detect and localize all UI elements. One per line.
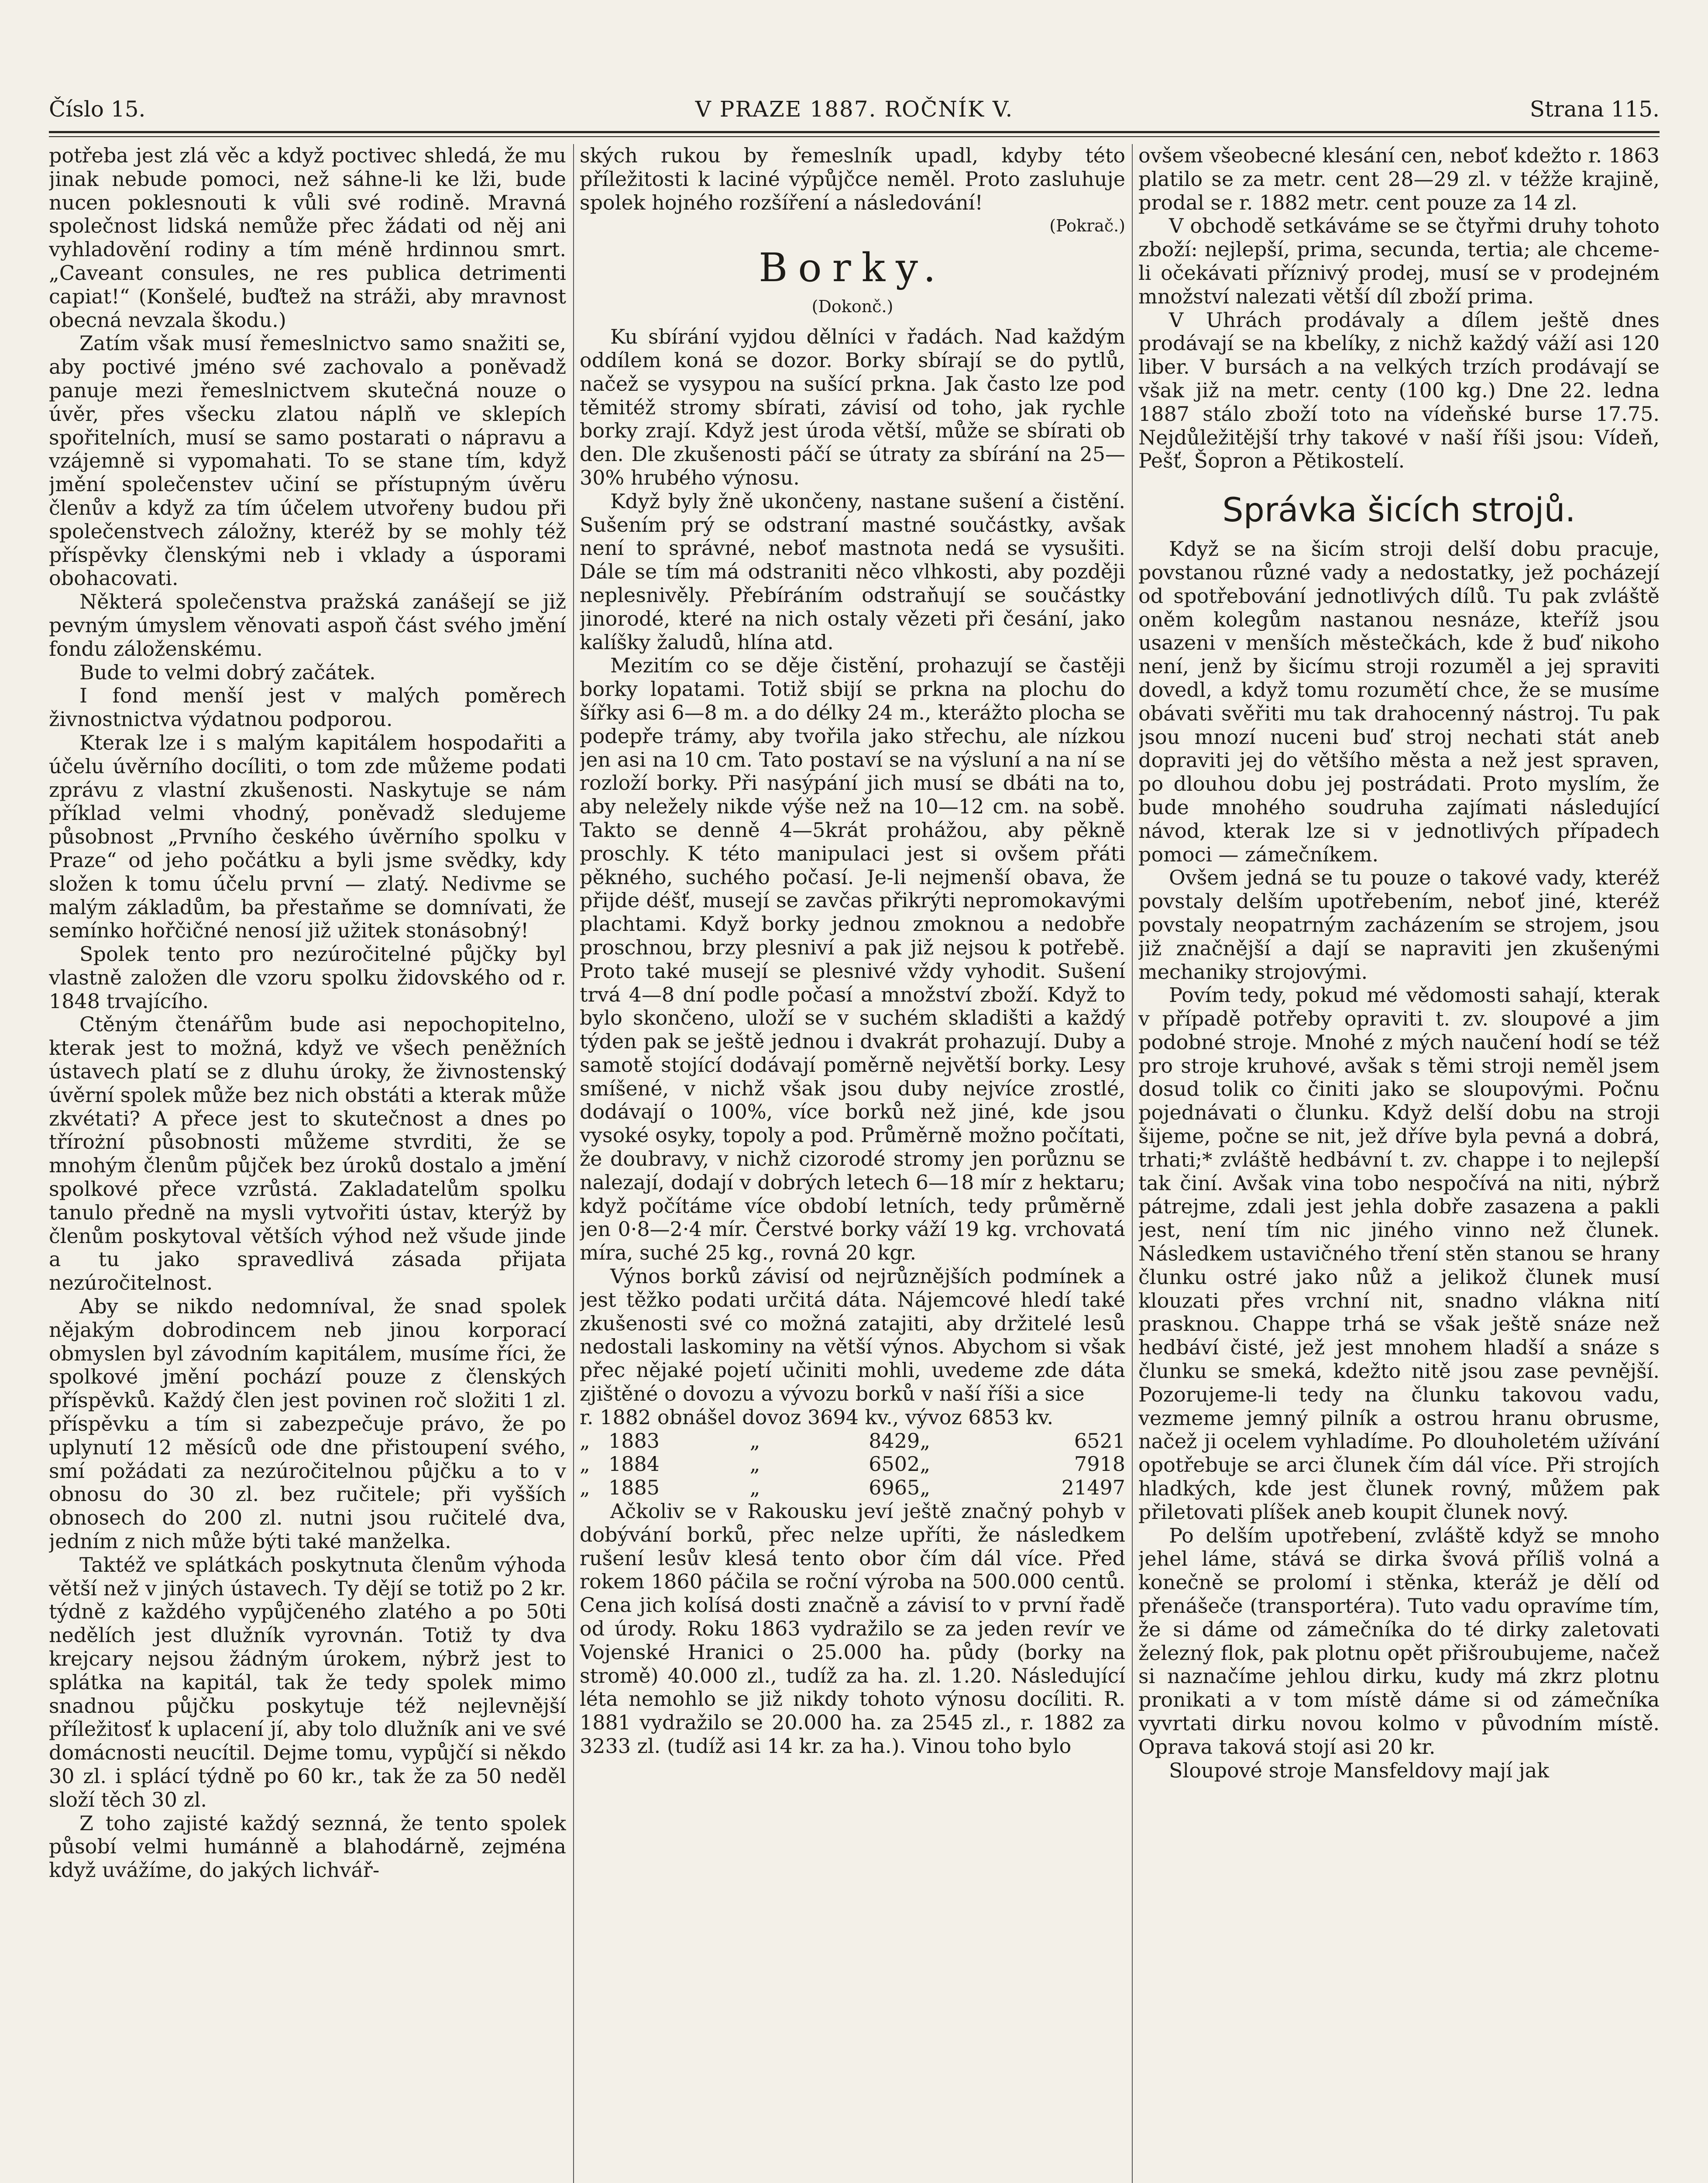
article-title-borky: Borky. — [759, 245, 946, 291]
table-row — [580, 1476, 1125, 1500]
paragraph: Po delším upotřebení, zvláště když se mnoho jehel láme, stává se dirka švová příliš volná a konečně se prolomí i stěnka, kteráž je dělí od přenášeče (transportéra). Tuto vadu opravíme tím, že si dáme od zámečníka do té dirky zaletovati železný flok, pak plotnu opět přišroubujeme, načež si naznačíme jehlou dirku, kudy má zkrz plotnu pronikati a v tom místě dáme si od zámečníka vyvrtati dirku novou kolmo v původním místě. Oprava taková stojí asi 20 kr. — [1138, 1523, 1660, 1759]
table-cell: r. 1882 obnášel dovoz 3694 kv., vývoz 6853 kv. — [580, 1405, 1054, 1429]
paragraph: ských rukou by řemeslník upadl, kdyby této příležitosti k laciné výpůjčce neměl. Proto zasluhuje spolek hojného rozšíření a následování! — [580, 144, 1125, 214]
paragraph: Kterak lze i s malým kapitálem hospodařiti a účelu úvěrního docíliti, o tom zde můžeme podati zprávu z vlastní zkušenosti. Naskytuje se nám příklad velmi vhodný, poněvadž sledujeme působnost „Prvního českého úvěrního spolku v Praze“ od jeho počátku a byli jsme svědky, kdy složen k tomu účelu první — zlatý. Nedivme se malým základům, ba přestaňme se domnívati, že semínko hořčičné nenosí již užitek stonásobný! — [49, 730, 566, 943]
paragraph: Sloupové stroje Mansfeldovy mají jak — [1169, 1758, 1550, 1782]
paragraph: Ctěným čtenářům bude asi nepochopitelno, kterak jest to možná, když ve všech peněžních ústavech platí se z dluhu úroky, že živnostenský úvěrní spolek může bez nich obstáti a kterak může zkvétati? A přece jest to skutečnost a dnes po třírożní působnosti můžeme stvrditi, že se mnohým členům půjček bez úroků dostalo a jmění spolkové přece vzrůstá. Zakladatelům spolku tanulo předně na mysli vytvořiti ústav, kterýž by členům poskytoval větších výhod než všude jinde a tu jako spravedlivá zásada přijata nezúročitelnost. — [49, 1012, 566, 1295]
paragraph: Ovšem jedná se tu pouze o takové vady, kteréž povstaly delším upotřebením, neboť jiné, kteréž povstaly neopatrným zacházením se strojem, jsou již značnější a dají se napraviti jen zkušenými mechaniky strojovými. — [1138, 866, 1660, 984]
paragraph: Bude to velmi dobrý začátek. — [79, 660, 376, 684]
table-cell: 6965 — [869, 1476, 920, 1500]
paragraph: V Uhrách prodávaly a dílem ještě dnes prodávají se na kbelíky, z nichž každý váží asi 120 liber. V bursách a na velkých trzích prodávají se však již na metr. centy (100 kg.) Dne 22. ledna 1887 stálo zboží toto na vídeňské burse 17.75. Nejdůležitější trhy takové v naší říši jsou: Vídeň, Pešť, Šopron a Pětikostelí. — [1138, 308, 1660, 473]
import-export-table — [580, 1406, 1125, 1500]
header-rule-thick — [49, 131, 1660, 133]
paragraph: Taktéž ve splátkách poskytnuta členům výhoda větší než v jiných ústavech. Ty dějí se totiž po 2 kr. týdně z každého vypůjčeného zlatého a po 50ti nedělích jest dlužník vyrovnán. Totiž ty dva krejcary nejsou žádným úrokem, nýbrž jest to splátka na kapitál, tak že tedy spolek mimo snadnou půjčku poskytuje též nejlevnější příležitosť k uplacení jí, aby tolo dlužník ani ve své domácnosti neucítil. Dejme tomu, vypůjčí si někdo 30 zl. i splácí týdně po 60 kr., tak že za 50 neděl složí těch 30 zl. — [49, 1553, 566, 1811]
table-cell: „ — [920, 1452, 931, 1476]
table-cell: 21497 — [1061, 1476, 1125, 1500]
continued-note: (Pokrač.) — [1049, 216, 1125, 236]
paragraph: Ačkoliv se v Rakousku jeví ještě značný pohyb v dobývání borků, přec nelze upříti, že následkem rušení lesův klesá tento obor čím dál více. Před rokem 1860 páčila se roční výroba na 500.000 centů. Cena jich kolísá dosti značně a závisí to v první řadě od úrody. Roku 1863 vydražilo se za jeden revír ve Vojenské Hranici o 25.000 ha. půdy (borky na stromě) 40.000 zl., tudíž za ha. zl. 1.20. Následující léta nemohlo se již nikdy tohoto výnosu docíliti. R. 1881 vydražilo se 20.000 ha. za 2545 zl., r. 1882 za 3233 zl. (tudíž asi 14 kr. za ha.). Vinou toho bylo — [580, 1499, 1125, 1758]
issue-number: Číslo 15. — [49, 96, 146, 122]
page-header — [49, 90, 1660, 129]
paragraph: Povím tedy, pokud mé vědomosti sahají, kterak v případě potřeby opraviti t. zv. sloupové a jim podobné stroje. Mnohé z mých naučení hodí se též pro stroje kruhové, avšak s těmi stroji neměl jsem dosud tolik co činiti jako se sloupovými. Počnu pojednávati o člunku. Když delší dobu na stroji šijeme, počne se nit, jež dříve byla pevná a dobrá, trhati;* zvláště hedbávní t. zv. chappe i to nejlepší tak činí. Avšak vina tobo nespočívá na niti, nýbrž pátrejme, zdali jest jehla dobře zasazena a pakli jest, není tím nic jiného vinno než člunek. Následkem ustavičného tření stěn stanou se hrany člunku ostré jako nůž a jelikož člunek musí klouzati přes vrchní nit, snadno vlákna nití prasknou. Chappe trhá se však ještě snáze než hedbáví čisté, jež jest mnohem hladší a snáze s člunku se smeká, kdežto nitě jsou zase pevnější. Pozorujeme-li tedy na člunku takovou vadu, vezmeme jemný pilník a ostrou hranu obrusme, načež ji ocelem vyhladíme. Po dlouholetém užívání opotřebuje se arci člunek čím dál více. Při strojích hladkých, kde jest člunek rovný, můžem pak přiletovati plíšek aneb koupit člunek nový. — [1138, 983, 1660, 1524]
column-divider — [1132, 144, 1133, 2183]
table-cell: 8429 — [869, 1429, 920, 1453]
table-cell: „ — [749, 1452, 760, 1476]
table-cell: „ — [749, 1476, 760, 1500]
table-cell: 1885 — [608, 1476, 660, 1500]
article-title-sewing-machines: Správka šicích strojů. — [1222, 490, 1576, 530]
conclusion-note: (Dokonč.) — [811, 297, 894, 317]
table-cell: „ — [920, 1476, 931, 1500]
table-row — [580, 1406, 1125, 1429]
paragraph: ovšem všeobecné klesání cen, neboť kdežto r. 1863 platilo se za metr. cent 28—29 zl. v téžže krajině, prodal se r. 1882 metr. cent pouze za 14 zl. — [1138, 144, 1660, 214]
table-row — [580, 1429, 1125, 1453]
paragraph: I fond menší jest v malých poměrech živnostnictva výdatnou podporou. — [49, 684, 566, 731]
paragraph: Z toho zajisté každý seznná, že tento spolek působí velmi humánně a blahodárně, zejména když uvážíme, do jakých lichvář- — [49, 1811, 566, 1882]
table-cell: 1884 — [608, 1452, 660, 1476]
paragraph: potřeba jest zlá věc a když poctivec shledá, že mu jinak nebude pomoci, než sáhne-li ke lži, bude nucen poklesnouti k vůli své rodině. Mravná společnost lidská nemůže přec žádati od něj ani vyhladovění rodiny a tím méně hrdinnou smrt. „Caveant consules, ne res publica detrimenti capiat!“ (Konšelé, buďtež na stráži, aby mravnost obecná nevzala škodu.) — [49, 144, 566, 332]
table-cell: 6521 — [1074, 1429, 1125, 1453]
paragraph: Výnos borků závisí od nejrůznějších podmínek a jest těžko podati určitá dáta. Nájemcové hledí také zkušenosti své co možná zatajiti, aby držitelé lesů nedostali laskominy na větší výnos. Abychom si však přec nějaké pojetí učiniti mohli, uvedeme zde dáta zjištěné o dovozu a vývozu borků v naší říši a sice — [580, 1264, 1125, 1406]
paragraph: Spolek tento pro nezúročitelné půjčky byl vlastně založen dle vzoru spolku židovského od r. 1848 trvajícího. — [49, 942, 566, 1013]
table-cell: „ — [580, 1429, 590, 1453]
table-cell: „ — [920, 1429, 931, 1453]
paragraph: Některá společenstva pražská zanášejí se již pevným úmyslem věnovati aspoň část svého jmění fondu záloženskému. — [49, 590, 566, 661]
table-cell: 1883 — [608, 1429, 660, 1453]
column-1 — [49, 144, 566, 2183]
paragraph: Aby se nikdo nedomníval, že snad spolek nějakým dobrodincem neb jinou korporací obmyslen byl závodním kapitálem, musíme říci, že spolkové jmění pochází pouze z členských příspěvků. Každý člen jest povinen roč složiti 1 zl. příspěvku a tím si zabezpečuje právo, že po uplynutí 12 měsíců ode dne přistoupení svého, smí požádati za nezúročitelnou půjčku a to v obnosu do 30 zl. bez ručitele; při vyšších obnosech do 200 zl. nutni jsou ručitelé dva, jedním z nich může býti také manželka. — [49, 1295, 566, 1553]
paragraph: Když byly žně ukončeny, nastane sušení a čistění. Sušením prý se odstraní mastné součástky, avšak není to správné, neboť mastnota nedá se vysušiti. Dále se tím má odstraniti něco vlhkosti, aby později neplesnivěly. Přebíráním odstraňují se součástky jinorodé, které na nich ostaly vězeti při česání, jako kalíšky žaludů, hlína atd. — [580, 489, 1125, 654]
paragraph: Ku sbírání vyjdou dělníci v řadách. Nad každým oddílem koná se dozor. Borky sbírají se do pytlů, načež se vysypou na sušící prkna. Jak často lze pod těmitéž stromy sbírati, závisí od toho, jak rychle borky zrají. Když jest úroda větší, může se sbírati ob den. Dle zkušenosti páčí se útraty za sbírání na 25—30% hrubého výnosu. — [580, 325, 1125, 489]
paragraph: Zatím však musí řemeslnictvo samo snažiti se, aby poctivé jméno své zachovalo a poněvadž panuje mezi řemeslnictvem skutečná nouze o úvěr, přes všecku zlatou náplň ve sklepích spořitelních, musí se samo postarati o nápravu a vzájemně si vypomahati. To se stane tím, když jmění společenstev učiní se přístupným úvěru členův a když za tím účelem utvořeny budou při společenstvech záložny, kteréž by se mohly též příspěvky členskými neb i vklady a úsporami obohacovati. — [49, 331, 566, 590]
table-cell: 6502 — [869, 1452, 920, 1476]
table-cell: „ — [580, 1452, 590, 1476]
table-cell: „ — [580, 1476, 590, 1500]
table-cell: „ — [749, 1429, 760, 1453]
table-row — [580, 1453, 1125, 1476]
column-2 — [580, 144, 1125, 2183]
paragraph: Mezitím co se děje čistění, prohazují se častěji borky lopatami. Totiž sbijí se prkna na plochu do šířky asi 6—8 m. a do délky 24 m., kterážto plocha se podepře trámy, aby tvořila jako střechu, ale nízkou jen asi na 10 cm. Tato postaví se na výsluní a na ní se rozloží borky. Při nasýpání jich musí se dbáti na to, aby neležely nikde výše než na 10—12 cm. na sobě. Takto se denně 4—5krát prohážou, aby pěkně proschly. K této manipulaci jest si ovšem přáti pěkného, suchého počasí. Je-li nejmenší obava, že přijde déšť, musejí se zavčas přikrýti nepromokavými plachtami. Když borky jednou zmoknou a nedobře proschnou, brzy plesniví a pak již nejsou k potřebě. Proto také musejí se plesnivé vždy vyhodit. Sušení trvá 4—8 dní podle počasí a množství zboží. Když to bylo skončeno, uloží se v suchém skladišti a každý týden pak se ještě jednou i dvakrát prohazují. Duby a samotě stojící dodávají poměrně největší borky. Lesy smíšené, v nichž však jsou duby nejvíce zrostlé, dodávají o 100%, více borků než jiné, kde jsou vysoké osyky, topoly a pod. Průměrně možno počítati, že doubravy, v nichž cizorodé stromy jen porůznu se nalezají, dodají v dobrých letech 6—18 mír z hektaru; když počítáme více období letních, tedy průměrně jen 0·8—2·4 mír. Čerstvé borky váží 19 kg. vrchovatá míra, suché 25 kg., rovná 20 kgr. — [580, 654, 1125, 1265]
paragraph: Když se na šicím stroji delší dobu pracuje, povstanou různé vady a nedostatky, jež pocházejí od spotřebování jednotlivých dílů. Tu pak zvláště oněm kolegům nastanou nesnáze, kteříž jsou usazeni v menších městečkách, kde ž buď nikoho není, jenž by šicímu stroji rozuměl a jej spraviti dovedl, a když tomu rozumětí chce, že se musíme obávati svěřiti mu tak drahocenný nástroj. Tu pak jsou mnozí nuceni buď stroj nechati stát aneb dopraviti jej do většího města a než jest spraven, po dlouhou dobu jej postrádati. Proto myslím, že bude mnohého soudruha zajímati následující návod, kterak lze si v jednotlivých případech pomoci — zámečníkem. — [1138, 537, 1660, 866]
table-cell: 7918 — [1074, 1452, 1125, 1476]
paragraph: V obchodě setkáváme se se čtyřmi druhy tohoto zboží: nejlepší, prima, secunda, tertia; ale chceme-li očekávati příznivý prodej, musí se v prodejném množství nalezati větší díl zboží prima. — [1138, 214, 1660, 308]
column-divider — [573, 144, 574, 2183]
header-rule-thin — [49, 136, 1660, 137]
masthead-place-year: V PRAZE 1887. ROČNÍK V. — [695, 96, 1014, 122]
page-number: Strana 115. — [1529, 96, 1660, 122]
column-3 — [1138, 144, 1660, 2183]
